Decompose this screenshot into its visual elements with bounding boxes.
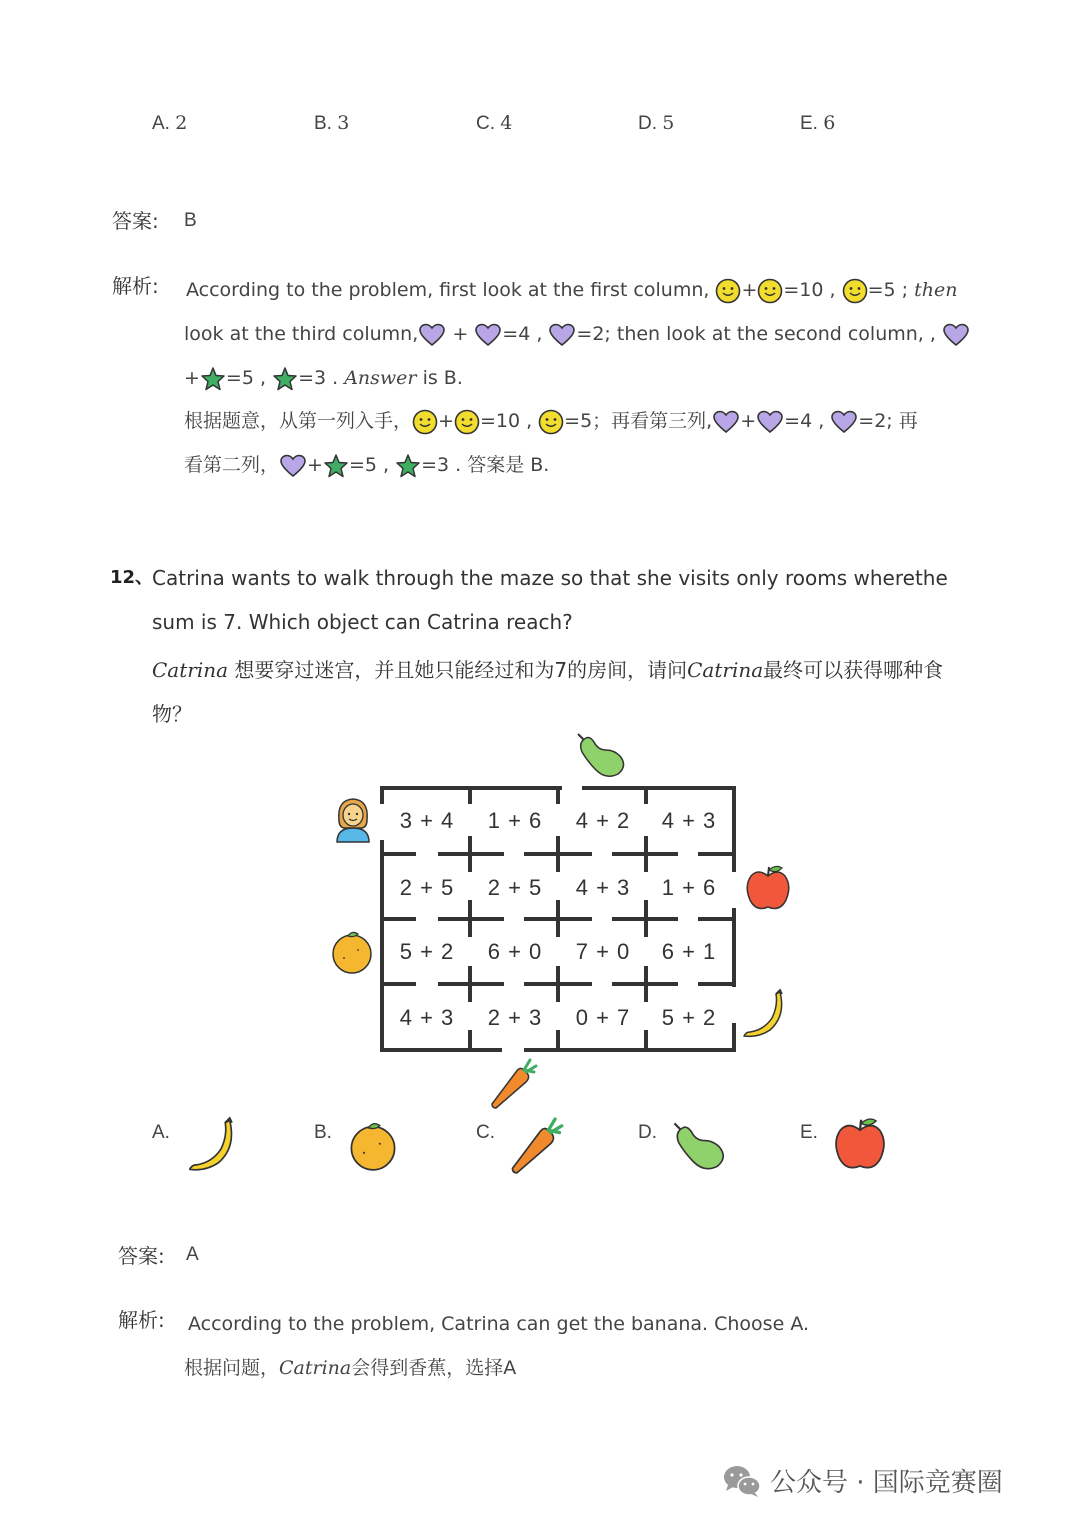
prev-option-d: D. 5 (638, 112, 675, 134)
heart-icon (548, 322, 576, 348)
smiley-icon (412, 409, 438, 435)
prev-analysis-en-line2: look at the third column, + =4 , =2; then look at the second column, , (184, 312, 970, 356)
smiley-icon (757, 278, 783, 304)
question-number: 12、 (110, 567, 154, 588)
prev-analysis-zh-line2: 看第二列， + =5 , =3 . 答案是 B. (184, 443, 549, 487)
option-e-letter: E. (800, 1122, 818, 1143)
star-icon (200, 366, 226, 392)
option-c-letter: C. (476, 1122, 495, 1143)
analysis-zh: 根据问题，Catrina会得到香蕉，选择A (184, 1357, 517, 1379)
answer-label: 答案: (118, 1244, 165, 1268)
apple-icon (742, 862, 794, 914)
heart-icon (418, 322, 446, 348)
maze-cell: 4 + 3 (399, 1005, 455, 1030)
maze-cell: 1 + 6 (487, 808, 543, 833)
prev-answer-value: B (184, 210, 197, 231)
heart-icon (942, 322, 970, 348)
analysis-en: According to the problem, Catrina can get the banana. Choose A. (188, 1313, 810, 1335)
orange-icon (348, 1118, 398, 1174)
prev-option-c: C. 4 (476, 112, 513, 134)
maze-cell: 4 + 3 (661, 808, 717, 833)
prev-analysis-en-line3: + =5 , =3 . Answer is B. (184, 356, 463, 400)
maze-cell: 1 + 6 (661, 875, 717, 900)
prev-option-e: E. 6 (800, 112, 836, 134)
prev-option-b: B. 3 (314, 112, 350, 134)
prev-option-a: A. 2 (152, 112, 188, 134)
footer-watermark (722, 1462, 1003, 1499)
maze-cell: 4 + 3 (575, 875, 631, 900)
maze-cell: 7 + 0 (575, 939, 631, 964)
apple-icon (830, 1114, 890, 1174)
prev-analysis-label: 解析: (112, 274, 159, 298)
maze-cell: 5 + 2 (661, 1005, 717, 1030)
footer-text: 公众号 · 国际竞赛圈 (770, 1468, 1003, 1498)
maze-figure (330, 730, 800, 1110)
maze-cell: 3 + 4 (399, 808, 455, 833)
maze-cell: 0 + 7 (575, 1005, 631, 1030)
maze-cell: 5 + 2 (399, 939, 455, 964)
smiley-icon (538, 409, 564, 435)
wechat-icon (722, 1464, 762, 1498)
question-zh-line1: Catrina 想要穿过迷宫，并且她只能经过和为7的房间，请问Catrina最终可以获得哪种食 (152, 658, 944, 682)
prev-answer-label: 答案: (112, 209, 159, 233)
carrot-icon (488, 1058, 538, 1110)
option-a-letter: A. (152, 1122, 170, 1143)
prev-analysis-zh-line1: 根据题意，从第一列入手， + =10 , =5；再看第三列, + =4 , =2; 再 (184, 399, 918, 443)
option-d-letter: D. (638, 1122, 657, 1143)
maze-cell: 6 + 0 (487, 939, 543, 964)
star-icon (395, 453, 421, 479)
answer-value: A (186, 1244, 199, 1265)
star-icon (323, 453, 349, 479)
heart-icon (712, 409, 740, 435)
star-icon (272, 366, 298, 392)
maze-cell: 2 + 3 (487, 1005, 543, 1030)
smiley-icon (715, 278, 741, 304)
smiley-icon (454, 409, 480, 435)
heart-icon (756, 409, 784, 435)
pear-icon (668, 1120, 728, 1174)
question-en-line1: Catrina wants to walk through the maze so that she visits only rooms wherethe (152, 566, 948, 590)
heart-icon (474, 322, 502, 348)
carrot-icon (508, 1116, 564, 1176)
smiley-icon (842, 278, 868, 304)
analysis-label: 解析: (118, 1308, 165, 1332)
banana-icon (740, 988, 790, 1042)
heart-icon (830, 409, 858, 435)
heart-icon (279, 453, 307, 479)
pear-icon (572, 732, 628, 780)
maze-cell: 2 + 5 (399, 875, 455, 900)
question-zh-line2: 物？ (152, 702, 192, 726)
maze-cell: 6 + 1 (661, 939, 717, 964)
option-b-letter: B. (314, 1122, 332, 1143)
banana-icon (185, 1116, 241, 1176)
girl-icon (332, 794, 374, 844)
prev-analysis-en-line1: According to the problem, first look at the first column, + =10 , =5 ; then (186, 268, 957, 312)
maze-walls (330, 730, 800, 1110)
orange-icon (330, 928, 374, 976)
question-en-line2: sum is 7. Which object can Catrina reach? (152, 610, 573, 634)
maze-cell: 2 + 5 (487, 875, 543, 900)
maze-cell: 4 + 2 (575, 808, 631, 833)
